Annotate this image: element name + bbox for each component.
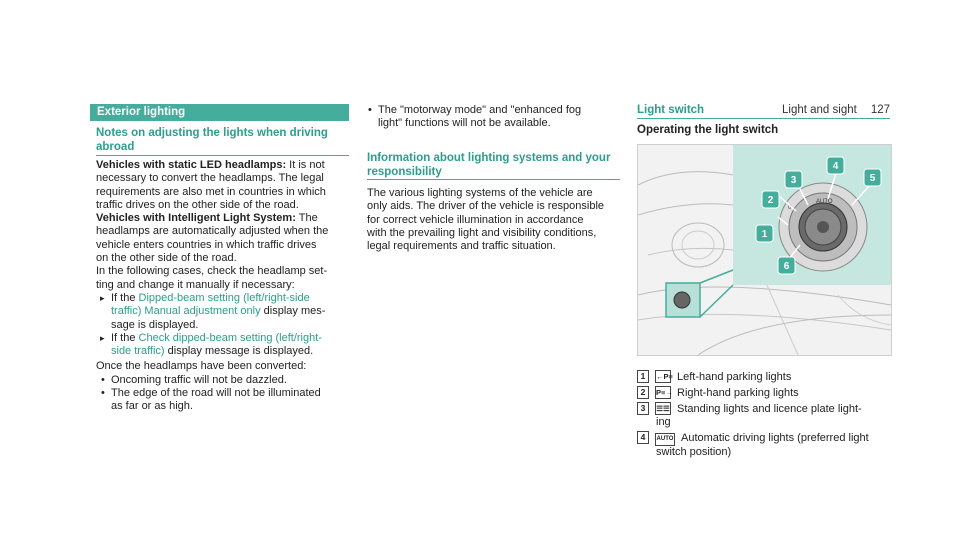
text: legal requirements and traffic situation. bbox=[367, 240, 556, 253]
text: In the following cases, check the headlamp set- bbox=[96, 265, 328, 278]
callout-3: 3 bbox=[790, 175, 797, 186]
text: vehicle enters countries in which traffic drives bbox=[96, 238, 317, 251]
text: The bbox=[295, 212, 318, 225]
legend-text: Standing lights and licence plate light- bbox=[677, 403, 862, 415]
section-title-light-switch: Light switch bbox=[637, 104, 705, 116]
callout-1: 1 bbox=[761, 229, 768, 240]
text: display mes- bbox=[260, 305, 326, 318]
light-switch-figure bbox=[637, 144, 892, 356]
bullet-item bbox=[100, 387, 356, 414]
running-header bbox=[782, 104, 890, 116]
section-title: Exterior lighting bbox=[97, 106, 186, 118]
paragraph-static-led bbox=[96, 159, 356, 212]
light-switch-illustration bbox=[638, 145, 891, 355]
divider bbox=[367, 179, 620, 180]
text: If the bbox=[111, 331, 139, 344]
text: The edge of the road will not be illuminated bbox=[111, 387, 321, 400]
text: headlamps are automatically adjusted when the bbox=[96, 225, 329, 238]
text: light" functions will not be available. bbox=[378, 117, 551, 130]
display-message-link: side traffic) bbox=[111, 345, 165, 358]
text: The "motorway mode" and "enhanced fog bbox=[378, 104, 582, 116]
legend-text: ing bbox=[656, 416, 671, 428]
legend-number: 2 bbox=[637, 386, 649, 399]
header-section: Light and sight bbox=[782, 104, 857, 116]
divider bbox=[637, 118, 890, 119]
section-bar-exterior-lighting bbox=[90, 104, 349, 121]
display-message-link: Dipped-beam setting (left/right-side bbox=[138, 291, 310, 304]
text: The various lighting systems of the vehicle are bbox=[367, 187, 593, 199]
text: requirements are also met in countries in which bbox=[96, 185, 326, 198]
paragraph-once-converted: Once the headlamps have been converted: bbox=[96, 360, 307, 373]
callout-4: 4 bbox=[832, 161, 839, 172]
legend-text: Automatic driving lights (preferred light bbox=[681, 432, 869, 444]
legend-number: 1 bbox=[637, 370, 649, 383]
bold-lead: Vehicles with Intelligent Light System: bbox=[96, 212, 296, 225]
bold-lead: Vehicles with static LED headlamps: bbox=[96, 159, 287, 171]
left-parking-light-icon: ←P≡ bbox=[656, 372, 673, 381]
text: ting and change it manually if necessary: bbox=[96, 278, 295, 291]
bullet-item bbox=[367, 104, 628, 131]
standing-lights-icon: ☰☰ bbox=[656, 404, 670, 413]
subheading-line: Information about lighting systems and your bbox=[367, 152, 611, 164]
figure-legend bbox=[637, 370, 897, 459]
legend-number: 4 bbox=[637, 431, 649, 444]
page-number: 127 bbox=[870, 104, 890, 116]
text: necessary to convert the headlamps. The legal bbox=[96, 172, 324, 185]
text: Oncoming traffic will not be dazzled. bbox=[111, 373, 287, 386]
text: display message is displayed. bbox=[164, 345, 314, 358]
legend-number: 3 bbox=[637, 402, 649, 415]
callout-2: 2 bbox=[767, 195, 774, 206]
subheading-line: abroad bbox=[96, 141, 135, 153]
text: only aids. The driver of the vehicle is responsible bbox=[367, 200, 605, 213]
bullet-item bbox=[100, 292, 356, 332]
display-message-link: traffic) Manual adjustment only bbox=[111, 305, 261, 318]
right-parking-light-icon: P≡→ bbox=[656, 388, 673, 397]
legend-text: Right-hand parking lights bbox=[677, 387, 799, 399]
text: for correct vehicle illumination in accordance bbox=[367, 213, 584, 226]
legend-item bbox=[637, 402, 897, 429]
switch-label-auto: AUTO bbox=[816, 199, 833, 205]
divider bbox=[96, 155, 349, 156]
legend-text: Left-hand parking lights bbox=[677, 371, 792, 383]
paragraph-following-cases bbox=[96, 265, 356, 292]
bullet-item bbox=[100, 332, 356, 359]
display-message-link: Check dipped-beam setting (left/right- bbox=[138, 331, 322, 344]
paragraph-intelligent-light bbox=[96, 212, 356, 265]
subheading-operating: Operating the light switch bbox=[637, 124, 779, 136]
text: If the bbox=[111, 291, 139, 304]
text: sage is displayed. bbox=[111, 318, 199, 331]
column-1-text bbox=[96, 159, 356, 414]
text: traffic drives on the other side of the road. bbox=[96, 198, 299, 211]
legend-item bbox=[637, 431, 897, 459]
subheading-lighting-systems bbox=[367, 151, 610, 179]
switch-label-off: 0 bbox=[788, 205, 792, 211]
bullet-item bbox=[100, 374, 356, 387]
subheading-line: Notes on adjusting the lights when driving bbox=[96, 127, 328, 139]
paragraph-responsibility bbox=[367, 187, 627, 253]
legend-text: switch position) bbox=[656, 446, 732, 458]
text: as far or as high. bbox=[111, 400, 193, 413]
auto-lights-icon: AUTO bbox=[655, 433, 675, 446]
text: It is not bbox=[286, 159, 325, 171]
text: on the other side of the road. bbox=[96, 252, 237, 265]
callout-6: 6 bbox=[783, 261, 790, 272]
subheading-adjusting-lights bbox=[96, 126, 328, 154]
text: with the prevailing light and visibility conditions, bbox=[367, 226, 597, 239]
legend-item bbox=[637, 386, 897, 400]
subheading-line: responsibility bbox=[367, 166, 442, 178]
callout-5: 5 bbox=[869, 173, 876, 184]
legend-item bbox=[637, 370, 897, 384]
